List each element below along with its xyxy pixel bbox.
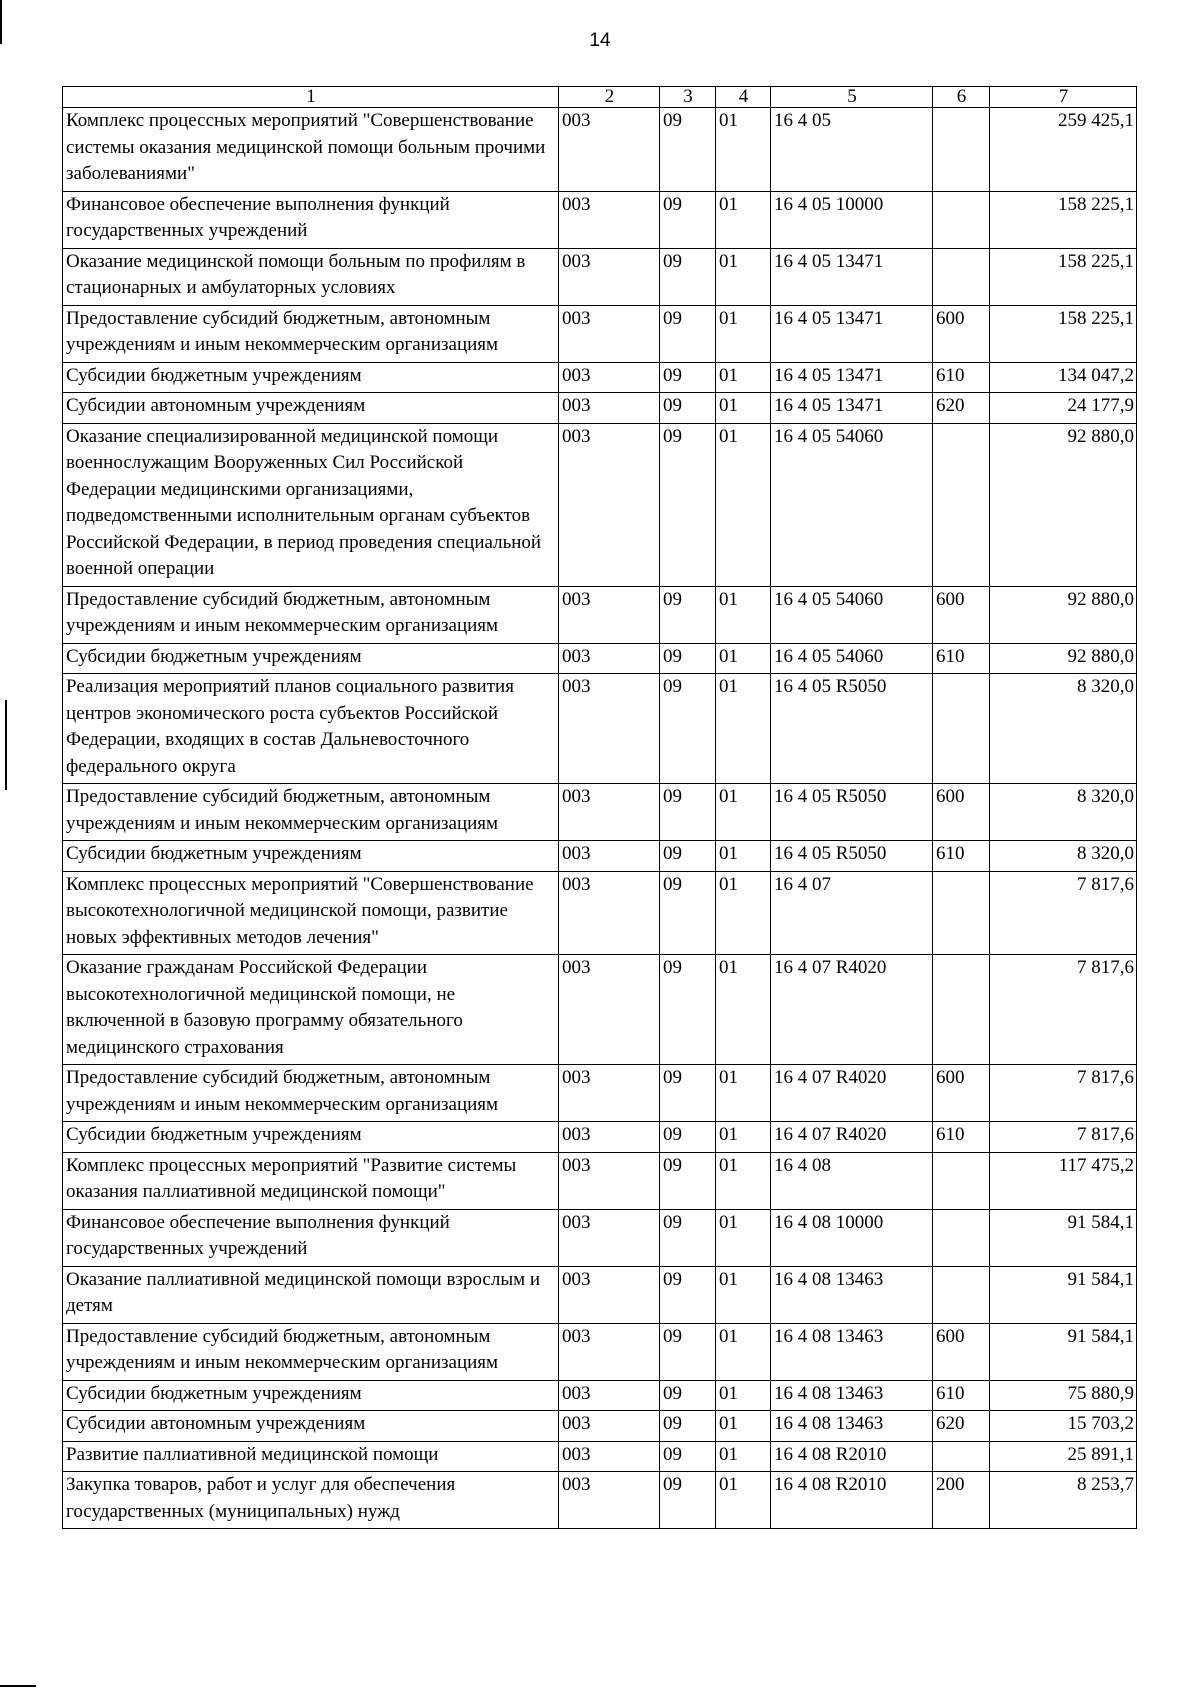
target-article-code-cell: 16 4 07 R4020: [771, 1065, 933, 1122]
subsection-code-cell: 01: [716, 643, 771, 674]
subsection-code-cell: 01: [716, 1266, 771, 1323]
section-code-cell: 09: [660, 1380, 716, 1411]
target-article-code-cell: 16 4 08 R2010: [771, 1472, 933, 1529]
target-article-code-cell: 16 4 07 R4020: [771, 1122, 933, 1153]
target-article-code-cell: 16 4 08 13463: [771, 1380, 933, 1411]
row-name-cell: Субсидии бюджетным учреждениям: [63, 1380, 559, 1411]
target-article-code-cell: 16 4 05 R5050: [771, 784, 933, 841]
table-row: [63, 305, 1137, 362]
table-row: [63, 1472, 1137, 1529]
subsection-code-cell: 01: [716, 1323, 771, 1380]
section-code-cell: 09: [660, 393, 716, 424]
subsection-code-cell: 01: [716, 784, 771, 841]
amount-cell: 7 817,6: [990, 1122, 1137, 1153]
expense-type-code-cell: [933, 1152, 990, 1209]
ministry-code-cell: 003: [559, 423, 660, 586]
column-number-row: [63, 87, 1137, 108]
ministry-code-cell: 003: [559, 784, 660, 841]
ministry-code-cell: 003: [559, 1411, 660, 1442]
table-row: [63, 586, 1137, 643]
subsection-code-cell: 01: [716, 248, 771, 305]
row-name-cell: Предоставление субсидий бюджетным, автономным учреждениям и иным некоммерческим организациям: [63, 305, 559, 362]
table-row: [63, 1122, 1137, 1153]
section-code-cell: 09: [660, 1065, 716, 1122]
subsection-code-cell: 01: [716, 1441, 771, 1472]
section-code-cell: 09: [660, 1122, 716, 1153]
amount-cell: 8 320,0: [990, 841, 1137, 872]
ministry-code-cell: 003: [559, 1209, 660, 1266]
row-name-cell: Оказание паллиативной медицинской помощи взрослым и детям: [63, 1266, 559, 1323]
expense-type-code-cell: [933, 1266, 990, 1323]
amount-cell: 91 584,1: [990, 1323, 1137, 1380]
expense-type-code-cell: 600: [933, 1323, 990, 1380]
section-code-cell: 09: [660, 1209, 716, 1266]
table-row: [63, 362, 1137, 393]
section-code-cell: 09: [660, 674, 716, 784]
section-code-cell: 09: [660, 248, 716, 305]
expense-type-code-cell: 600: [933, 586, 990, 643]
target-article-code-cell: 16 4 05 10000: [771, 191, 933, 248]
amount-cell: 158 225,1: [990, 191, 1137, 248]
expense-type-code-cell: 610: [933, 1380, 990, 1411]
subsection-code-cell: 01: [716, 586, 771, 643]
amount-cell: 91 584,1: [990, 1209, 1137, 1266]
amount-cell: 8 253,7: [990, 1472, 1137, 1529]
amount-cell: 24 177,9: [990, 393, 1137, 424]
row-name-cell: Финансовое обеспечение выполнения функций государственных учреждений: [63, 191, 559, 248]
amount-cell: 8 320,0: [990, 674, 1137, 784]
expense-type-code-cell: 610: [933, 841, 990, 872]
subsection-code-cell: 01: [716, 423, 771, 586]
section-code-cell: 09: [660, 643, 716, 674]
amount-cell: 259 425,1: [990, 108, 1137, 192]
table-row: [63, 1266, 1137, 1323]
target-article-code-cell: 16 4 05 13471: [771, 305, 933, 362]
section-code-cell: 09: [660, 955, 716, 1065]
expense-type-code-cell: [933, 423, 990, 586]
column-header: 1: [63, 87, 559, 108]
target-article-code-cell: 16 4 05 54060: [771, 586, 933, 643]
section-code-cell: 09: [660, 305, 716, 362]
section-code-cell: 09: [660, 191, 716, 248]
ministry-code-cell: 003: [559, 108, 660, 192]
section-code-cell: 09: [660, 1266, 716, 1323]
subsection-code-cell: 01: [716, 1065, 771, 1122]
expense-type-code-cell: 610: [933, 643, 990, 674]
amount-cell: 158 225,1: [990, 305, 1137, 362]
row-name-cell: Развитие паллиативной медицинской помощи: [63, 1441, 559, 1472]
section-code-cell: 09: [660, 108, 716, 192]
row-name-cell: Закупка товаров, работ и услуг для обеспечения государственных (муниципальных) нужд: [63, 1472, 559, 1529]
section-code-cell: 09: [660, 423, 716, 586]
row-name-cell: Субсидии бюджетным учреждениям: [63, 643, 559, 674]
row-name-cell: Предоставление субсидий бюджетным, автономным учреждениям и иным некоммерческим организациям: [63, 1323, 559, 1380]
expense-type-code-cell: [933, 674, 990, 784]
ministry-code-cell: 003: [559, 1472, 660, 1529]
table-row: [63, 1209, 1137, 1266]
ministry-code-cell: 003: [559, 305, 660, 362]
ministry-code-cell: 003: [559, 191, 660, 248]
scan-edge-mark: [5, 700, 7, 790]
section-code-cell: 09: [660, 784, 716, 841]
subsection-code-cell: 01: [716, 1472, 771, 1529]
ministry-code-cell: 003: [559, 393, 660, 424]
ministry-code-cell: 003: [559, 362, 660, 393]
target-article-code-cell: 16 4 08 10000: [771, 1209, 933, 1266]
row-name-cell: Субсидии бюджетным учреждениям: [63, 841, 559, 872]
subsection-code-cell: 01: [716, 362, 771, 393]
expense-type-code-cell: [933, 871, 990, 955]
subsection-code-cell: 01: [716, 1209, 771, 1266]
table-row: [63, 841, 1137, 872]
ministry-code-cell: 003: [559, 643, 660, 674]
expense-type-code-cell: 620: [933, 393, 990, 424]
row-name-cell: Субсидии автономным учреждениям: [63, 393, 559, 424]
section-code-cell: 09: [660, 1472, 716, 1529]
target-article-code-cell: 16 4 08 13463: [771, 1411, 933, 1442]
ministry-code-cell: 003: [559, 1266, 660, 1323]
expense-type-code-cell: 600: [933, 1065, 990, 1122]
table-row: [63, 955, 1137, 1065]
expense-type-code-cell: [933, 1209, 990, 1266]
amount-cell: 117 475,2: [990, 1152, 1137, 1209]
table-row: [63, 1065, 1137, 1122]
row-name-cell: Субсидии автономным учреждениям: [63, 1411, 559, 1442]
column-header: 2: [559, 87, 660, 108]
subsection-code-cell: 01: [716, 393, 771, 424]
target-article-code-cell: 16 4 08 13463: [771, 1266, 933, 1323]
ministry-code-cell: 003: [559, 1065, 660, 1122]
amount-cell: 158 225,1: [990, 248, 1137, 305]
target-article-code-cell: 16 4 05: [771, 108, 933, 192]
ministry-code-cell: 003: [559, 674, 660, 784]
ministry-code-cell: 003: [559, 1152, 660, 1209]
page-number: 14: [589, 30, 611, 51]
amount-cell: 134 047,2: [990, 362, 1137, 393]
row-name-cell: Комплекс процессных мероприятий "Развитие системы оказания паллиативной медицинской помощи": [63, 1152, 559, 1209]
section-code-cell: 09: [660, 362, 716, 393]
subsection-code-cell: 01: [716, 191, 771, 248]
expense-type-code-cell: [933, 248, 990, 305]
target-article-code-cell: 16 4 05 13471: [771, 393, 933, 424]
section-code-cell: 09: [660, 1411, 716, 1442]
column-header: 5: [771, 87, 933, 108]
amount-cell: 7 817,6: [990, 1065, 1137, 1122]
table-row: [63, 643, 1137, 674]
target-article-code-cell: 16 4 05 R5050: [771, 841, 933, 872]
table-row: [63, 1380, 1137, 1411]
ministry-code-cell: 003: [559, 871, 660, 955]
subsection-code-cell: 01: [716, 1152, 771, 1209]
subsection-code-cell: 01: [716, 1411, 771, 1442]
table-row: [63, 248, 1137, 305]
ministry-code-cell: 003: [559, 841, 660, 872]
row-name-cell: Оказание специализированной медицинской помощи военнослужащим Вооруженных Сил Российской Федерации медицинскими организациями, подведомственными исполнительным органам субъектов Российской Федерации, в период проведения специальной военной операции: [63, 423, 559, 586]
ministry-code-cell: 003: [559, 586, 660, 643]
target-article-code-cell: 16 4 08 R2010: [771, 1441, 933, 1472]
amount-cell: 75 880,9: [990, 1380, 1137, 1411]
ministry-code-cell: 003: [559, 248, 660, 305]
section-code-cell: 09: [660, 1152, 716, 1209]
target-article-code-cell: 16 4 08: [771, 1152, 933, 1209]
target-article-code-cell: 16 4 07 R4020: [771, 955, 933, 1065]
table-row: [63, 1441, 1137, 1472]
subsection-code-cell: 01: [716, 1380, 771, 1411]
table-row: [63, 191, 1137, 248]
expense-type-code-cell: 600: [933, 305, 990, 362]
subsection-code-cell: 01: [716, 955, 771, 1065]
subsection-code-cell: 01: [716, 108, 771, 192]
column-header: 7: [990, 87, 1137, 108]
subsection-code-cell: 01: [716, 305, 771, 362]
target-article-code-cell: 16 4 05 54060: [771, 643, 933, 674]
section-code-cell: 09: [660, 1441, 716, 1472]
row-name-cell: Реализация мероприятий планов социального развития центров экономического роста субъектов Российской Федерации, входящих в состав Дальневосточного федерального округа: [63, 674, 559, 784]
amount-cell: 15 703,2: [990, 1411, 1137, 1442]
table-row: [63, 784, 1137, 841]
table-row: [63, 108, 1137, 192]
amount-cell: 8 320,0: [990, 784, 1137, 841]
amount-cell: 7 817,6: [990, 871, 1137, 955]
row-name-cell: Финансовое обеспечение выполнения функций государственных учреждений: [63, 1209, 559, 1266]
subsection-code-cell: 01: [716, 1122, 771, 1153]
expense-type-code-cell: [933, 108, 990, 192]
target-article-code-cell: 16 4 05 54060: [771, 423, 933, 586]
row-name-cell: Субсидии бюджетным учреждениям: [63, 362, 559, 393]
expense-type-code-cell: [933, 955, 990, 1065]
column-header: 3: [660, 87, 716, 108]
table-row: [63, 871, 1137, 955]
amount-cell: 91 584,1: [990, 1266, 1137, 1323]
row-name-cell: Предоставление субсидий бюджетным, автономным учреждениям и иным некоммерческим организациям: [63, 784, 559, 841]
section-code-cell: 09: [660, 586, 716, 643]
subsection-code-cell: 01: [716, 674, 771, 784]
table-row: [63, 393, 1137, 424]
expense-type-code-cell: 200: [933, 1472, 990, 1529]
amount-cell: 25 891,1: [990, 1441, 1137, 1472]
target-article-code-cell: 16 4 05 R5050: [771, 674, 933, 784]
ministry-code-cell: 003: [559, 955, 660, 1065]
ministry-code-cell: 003: [559, 1323, 660, 1380]
table-row: [63, 1152, 1137, 1209]
section-code-cell: 09: [660, 871, 716, 955]
expense-type-code-cell: 610: [933, 1122, 990, 1153]
table-row: [63, 1411, 1137, 1442]
target-article-code-cell: 16 4 07: [771, 871, 933, 955]
row-name-cell: Предоставление субсидий бюджетным, автономным учреждениям и иным некоммерческим организациям: [63, 586, 559, 643]
ministry-code-cell: 003: [559, 1380, 660, 1411]
amount-cell: 92 880,0: [990, 423, 1137, 586]
scan-edge-mark: [0, 1685, 36, 1687]
row-name-cell: Оказание медицинской помощи больным по профилям в стационарных и амбулаторных условиях: [63, 248, 559, 305]
ministry-code-cell: 003: [559, 1122, 660, 1153]
row-name-cell: Предоставление субсидий бюджетным, автономным учреждениям и иным некоммерческим организациям: [63, 1065, 559, 1122]
amount-cell: 92 880,0: [990, 586, 1137, 643]
row-name-cell: Субсидии бюджетным учреждениям: [63, 1122, 559, 1153]
section-code-cell: 09: [660, 1323, 716, 1380]
target-article-code-cell: 16 4 05 13471: [771, 248, 933, 305]
expense-type-code-cell: 610: [933, 362, 990, 393]
amount-cell: 92 880,0: [990, 643, 1137, 674]
budget-allocation-table: [62, 86, 1137, 1529]
expense-type-code-cell: [933, 1441, 990, 1472]
row-name-cell: Комплекс процессных мероприятий "Совершенствование высокотехнологичной медицинской помощи, развитие новых эффективных методов лечения": [63, 871, 559, 955]
subsection-code-cell: 01: [716, 841, 771, 872]
expense-type-code-cell: 600: [933, 784, 990, 841]
ministry-code-cell: 003: [559, 1441, 660, 1472]
expense-type-code-cell: 620: [933, 1411, 990, 1442]
row-name-cell: Комплекс процессных мероприятий "Совершенствование системы оказания медицинской помощи больным прочими заболеваниями": [63, 108, 559, 192]
column-header: 6: [933, 87, 990, 108]
row-name-cell: Оказание гражданам Российской Федерации высокотехнологичной медицинской помощи, не включенной в базовую программу обязательного медицинского страхования: [63, 955, 559, 1065]
table-row: [63, 1323, 1137, 1380]
target-article-code-cell: 16 4 05 13471: [771, 362, 933, 393]
table-row: [63, 423, 1137, 586]
table-row: [63, 674, 1137, 784]
amount-cell: 7 817,6: [990, 955, 1137, 1065]
target-article-code-cell: 16 4 08 13463: [771, 1323, 933, 1380]
section-code-cell: 09: [660, 841, 716, 872]
column-header: 4: [716, 87, 771, 108]
subsection-code-cell: 01: [716, 871, 771, 955]
expense-type-code-cell: [933, 191, 990, 248]
